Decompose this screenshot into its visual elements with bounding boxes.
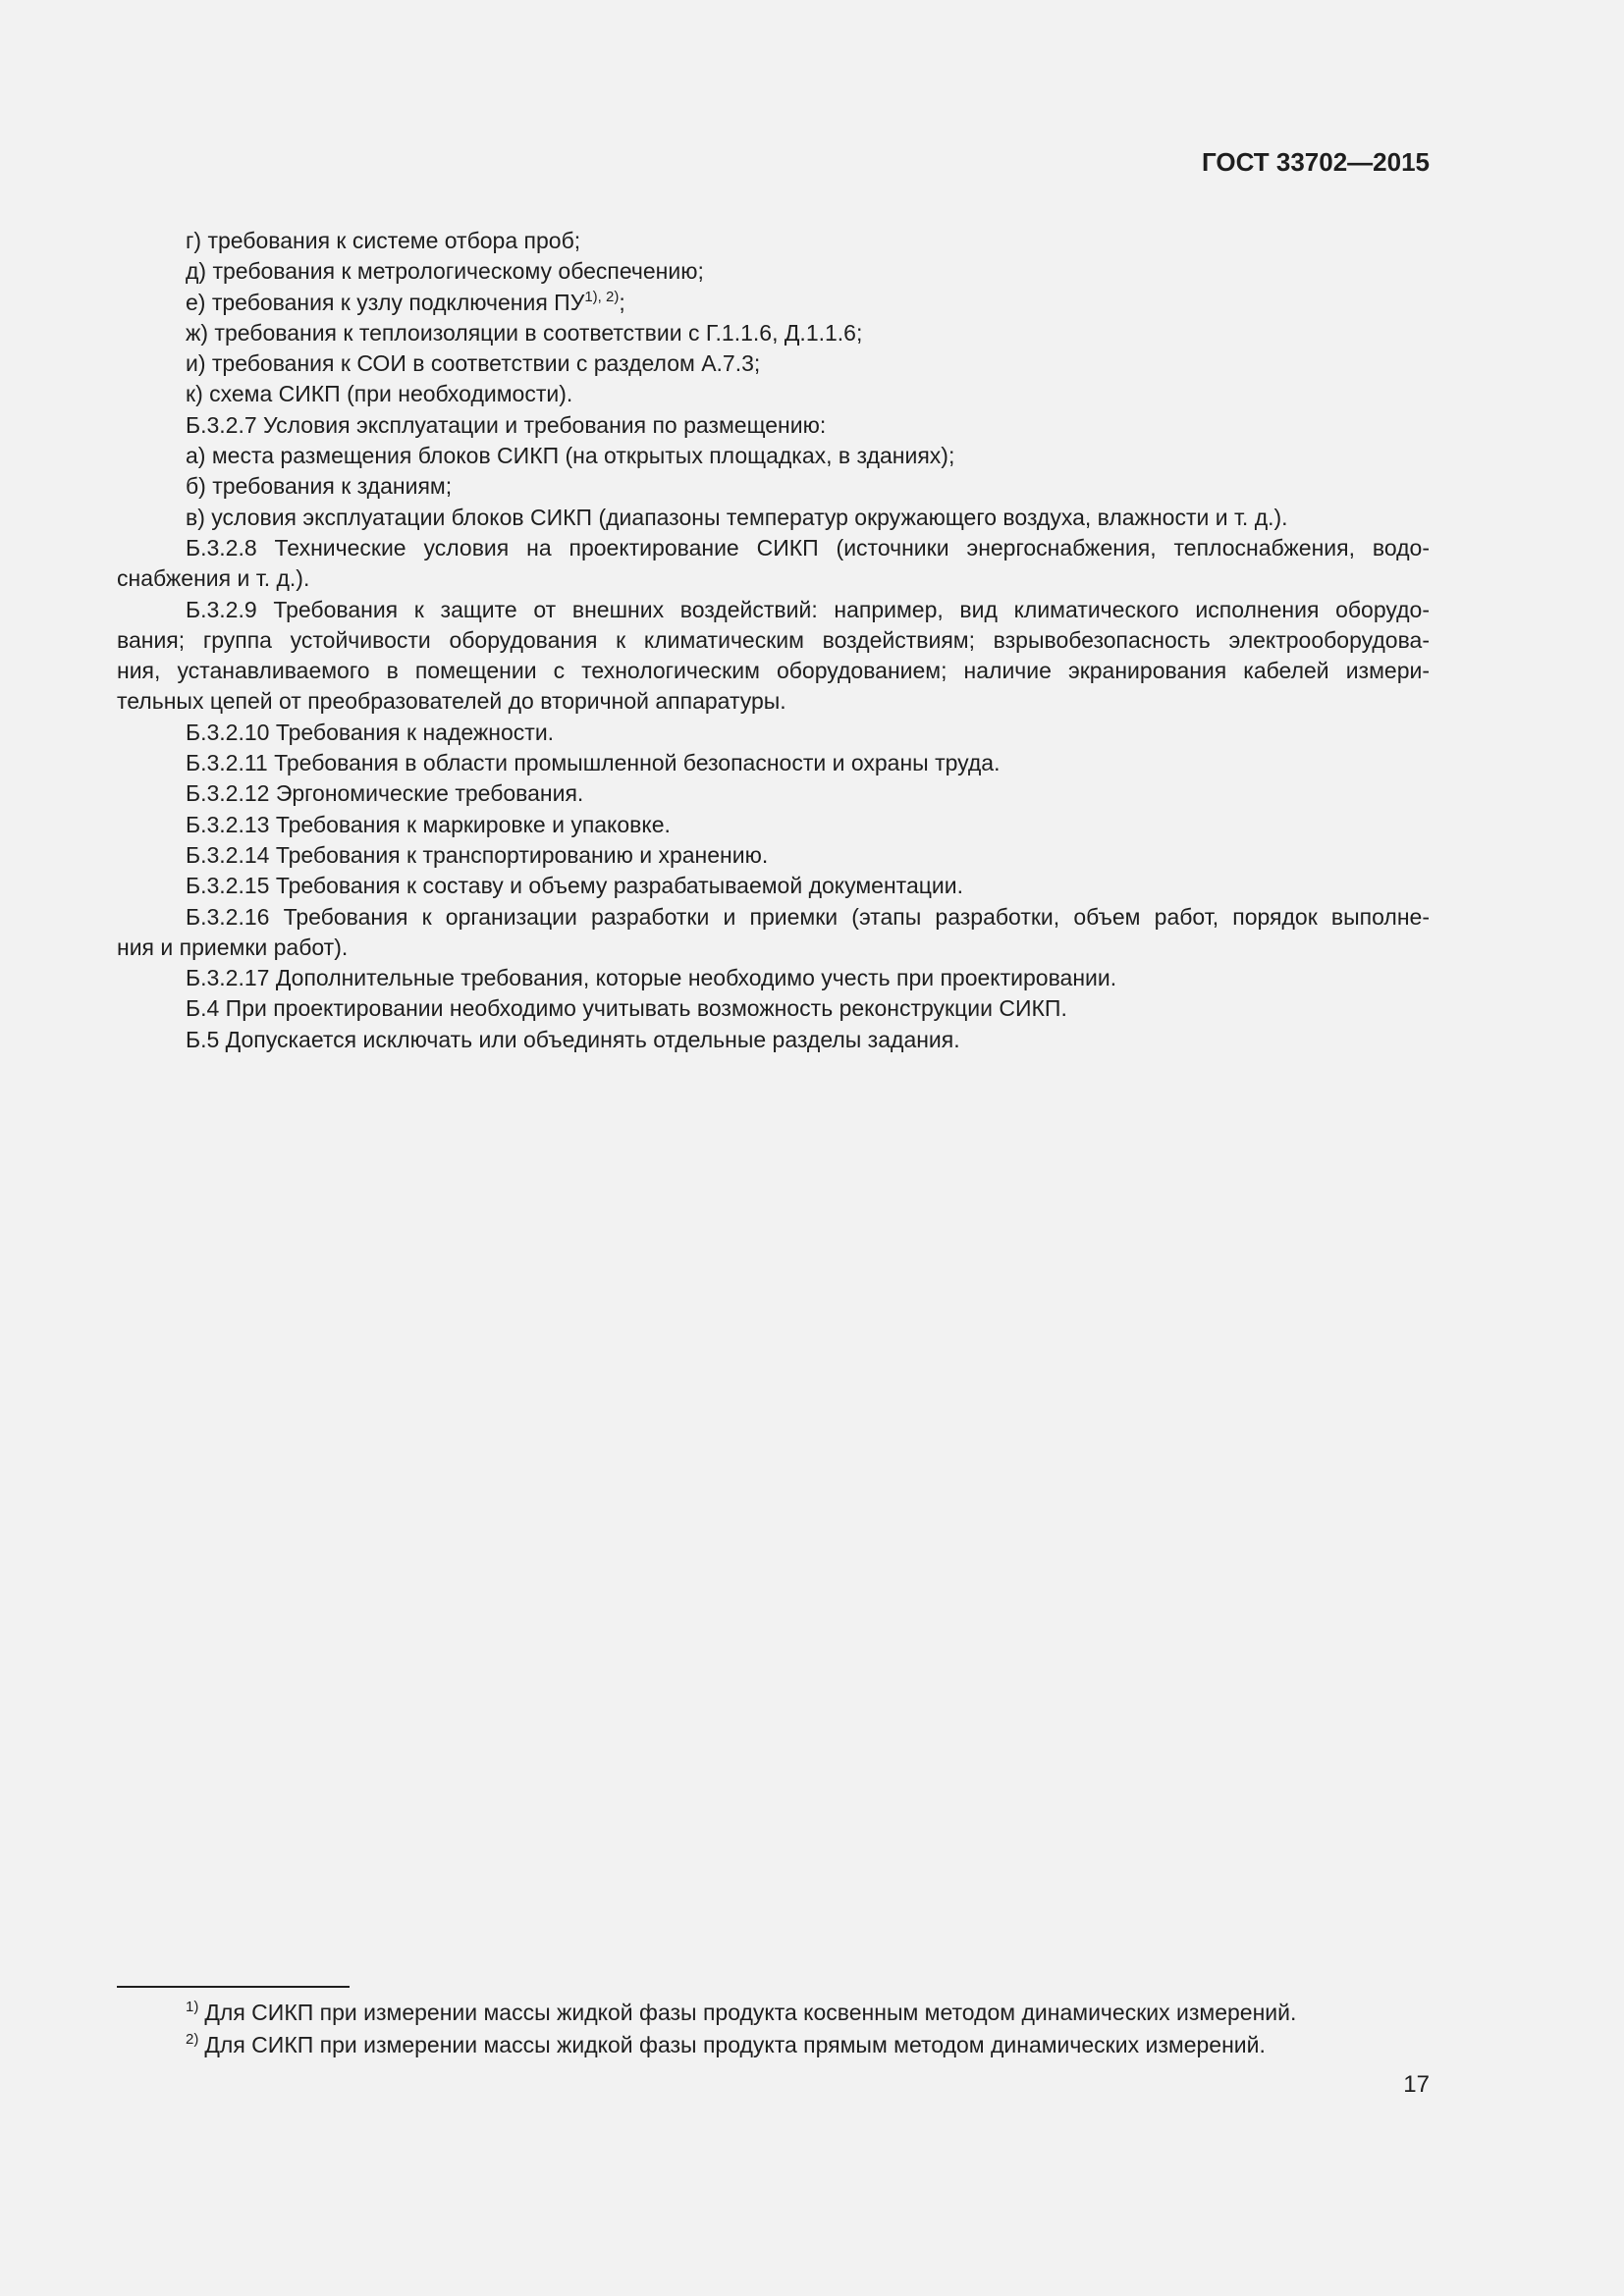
text-line (117, 993, 1430, 1024)
text-line (117, 840, 1430, 871)
line-text: б) требования к зданиям; (186, 473, 453, 500)
text-line (117, 379, 1430, 409)
line-text: ж) требования к теплоизоляции в соответствии с Г.1.1.6, Д.1.1.6; (186, 319, 863, 346)
text-line (117, 563, 1430, 594)
text-line (117, 778, 1430, 809)
text-line (117, 963, 1430, 993)
text-line (117, 503, 1430, 533)
line-text: к) схема СИКП (при необходимости). (186, 381, 573, 407)
text-line (117, 686, 1430, 717)
line-text: Б.4 При проектировании необходимо учитывать возможность реконструкции СИКП. (186, 995, 1067, 1022)
line-text: ния и приемки работ). (117, 934, 349, 960)
text-line (117, 656, 1430, 686)
line-text: е) требования к узлу подключения ПУ (186, 289, 585, 315)
footnote-2 (186, 2032, 1266, 2058)
line-text: Б.3.2.15 Требования к составу и объему разрабатываемой документации. (186, 873, 963, 899)
line-text: Б.3.2.9 Требования к защите от внешних воздействий: например, вид климатического исполнения оборудо- (186, 596, 1430, 622)
footnote-reference: 1), 2) (584, 288, 620, 305)
line-text: ния, устанавливаемого в помещении с технологическим оборудованием; наличие экранирования кабелей измери- (117, 658, 1430, 684)
line-text: в) условия эксплуатации блоков СИКП (диапазоны температур окружающего воздуха, влажности и т. д.). (186, 504, 1288, 530)
text-line (117, 471, 1430, 502)
text-line (117, 288, 1430, 318)
line-text: вания; группа устойчивости оборудования к климатическим воздействиям; взрывобезопасность электрооборудова- (117, 626, 1430, 653)
text-line (117, 533, 1430, 563)
text-line (117, 625, 1430, 656)
line-text: снабжения и т. д.). (117, 565, 310, 592)
text-line (117, 933, 1430, 963)
text-line (117, 226, 1430, 256)
footnote-divider (117, 1986, 350, 1988)
line-text: Б.3.2.8 Технические условия на проектирование СИКП (источники энергоснабжения, теплоснабжения, водо- (186, 534, 1430, 561)
footnote-text: Для СИКП при измерении массы жидкой фазы продукта прямым методом динамических измерений. (204, 2032, 1266, 2057)
line-text: Б.3.2.10 Требования к надежности. (186, 719, 555, 745)
line-text: а) места размещения блоков СИКП (на открытых площадках, в зданиях); (186, 443, 955, 469)
text-line (117, 902, 1430, 933)
text-line (117, 410, 1430, 441)
line-text: Б.3.2.7 Условия эксплуатации и требования по размещению: (186, 411, 827, 438)
line-text: тельных цепей от преобразователей до вторичной аппаратуры. (117, 688, 786, 715)
line-text: Б.3.2.13 Требования к маркировке и упаковке. (186, 811, 671, 837)
line-text: Б.3.2.14 Требования к транспортированию и хранению. (186, 841, 769, 868)
line-text: Б.5 Допускается исключать или объединять отдельные разделы задания. (186, 1026, 960, 1052)
line-text: г) требования к системе отбора проб; (186, 228, 581, 253)
text-line (117, 871, 1430, 901)
text-line (117, 748, 1430, 778)
page-number: 17 (1403, 2071, 1430, 2098)
document-body (117, 226, 1430, 1055)
footnote-mark: 1) (186, 1999, 199, 2015)
text-line (117, 318, 1430, 348)
text-line (117, 256, 1430, 287)
text-line (117, 1025, 1430, 1055)
line-text: Б.3.2.12 Эргономические требования. (186, 780, 584, 807)
text-line (117, 595, 1430, 625)
line-tail: ; (619, 289, 625, 315)
line-text: и) требования к СОИ в соответствии с разделом А.7.3; (186, 350, 761, 377)
text-line (117, 441, 1430, 471)
line-text: Б.3.2.11 Требования в области промышленной безопасности и охраны труда. (186, 750, 1001, 776)
footnote-1 (186, 2000, 1296, 2026)
footnote-text: Для СИКП при измерении массы жидкой фазы продукта косвенным методом динамических измерений. (204, 2000, 1297, 2025)
document-header-title: ГОСТ 33702—2015 (1202, 147, 1430, 177)
line-text: Б.3.2.16 Требования к организации разработки и приемки (этапы разработки, объем работ, порядок выполне- (186, 903, 1430, 930)
text-line (117, 718, 1430, 748)
line-text: Б.3.2.17 Дополнительные требования, которые необходимо учесть при проектировании. (186, 965, 1117, 991)
line-text: д) требования к метрологическому обеспечению; (186, 258, 704, 285)
footnote-mark: 2) (186, 2031, 199, 2048)
text-line (117, 810, 1430, 840)
text-line (117, 348, 1430, 379)
